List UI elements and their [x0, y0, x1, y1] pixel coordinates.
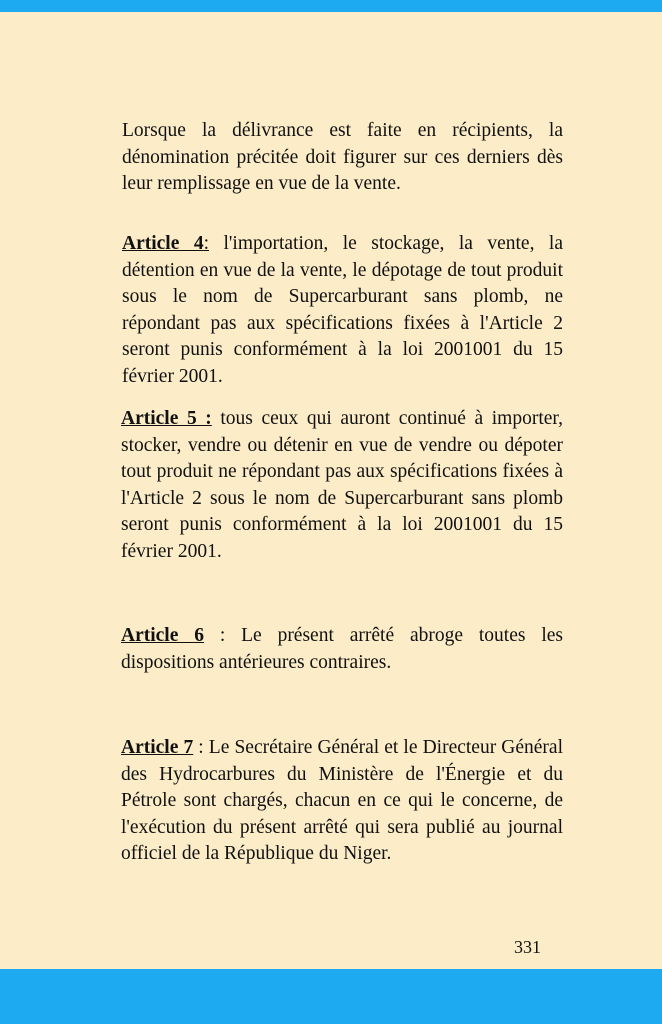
article-6-text: : Le présent arrêté abroge toutes les dispositions antérieures contraires.	[121, 625, 563, 673]
intro-paragraph: Lorsque la délivrance est faite en récipients, la dénomination précitée doit figurer sur ces derniers dès leur remplissage en vue de la vente.	[122, 120, 563, 194]
article-7	[121, 735, 563, 868]
article-5-text: tous ceux qui auront continué à importer, stocker, vendre ou détenir en vue de vendre ou dépoter tout produit ne répondant pas aux spécifications fixées à l'Article 2 sous le nom de Supercarburant sans plomb seront punis conformément à la loi 2001001 du 15 février 2001.	[121, 408, 563, 562]
top-bar	[0, 0, 662, 12]
article-4-label: Article 4	[122, 233, 204, 254]
article-4	[122, 231, 563, 390]
article-7-text: : Le Secrétaire Général et le Directeur Général des Hydrocarbures du Ministère de l'Énergie et du Pétrole sont chargés, chacun en ce qui le concerne, de l'exécution du présent arrêté qui sera publié au journal officiel de la République du Niger.	[121, 737, 563, 864]
article-6-label: Article 6	[121, 625, 204, 646]
article-7-label: Article 7	[121, 737, 194, 758]
article-4-separator: :	[203, 233, 210, 254]
article-4-text: l'importation, le stockage, la vente, la détention en vue de la vente, le dépotage de tout produit sous le nom de Supercarburant sans plomb, ne répondant pas aux spécifications fixées à l'Article 2 seront punis conformément à la loi 2001001 du 15 février 2001.	[122, 233, 563, 387]
bottom-bar	[0, 969, 662, 1024]
page-number: 331	[514, 937, 541, 957]
article-5	[121, 406, 563, 565]
article-6	[121, 623, 563, 676]
article-5-label: Article 5 :	[121, 408, 212, 429]
